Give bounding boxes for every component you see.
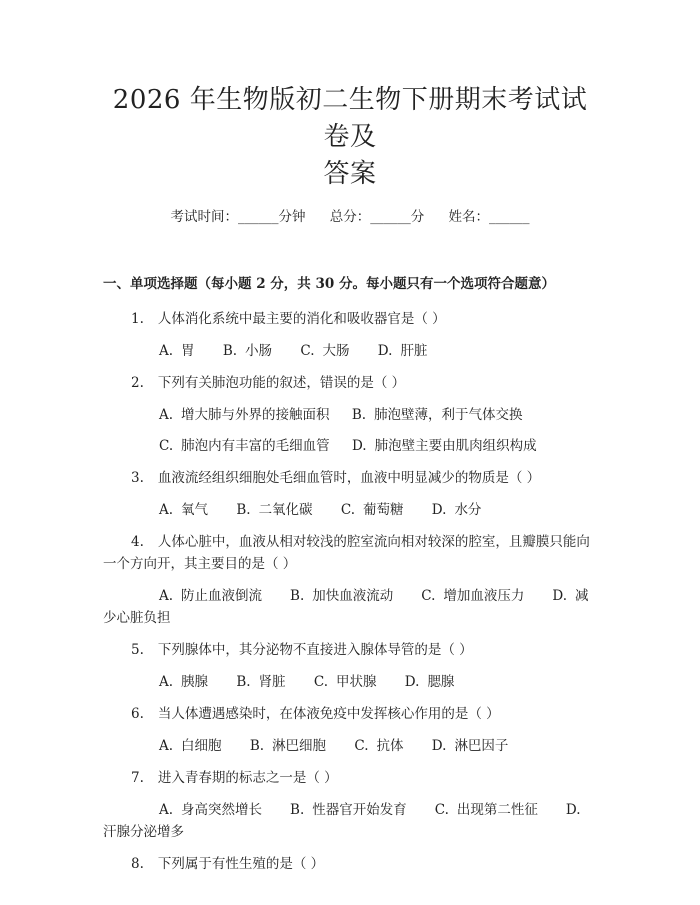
question-number: 1. (131, 311, 144, 327)
option-a: A. 白细胞 (159, 738, 222, 754)
exam-meta (103, 207, 597, 227)
option-c: C. 甲状腺 (313, 674, 377, 690)
student-name-field: 姓名：______ (448, 209, 530, 225)
option-b: B. 淋巴细胞 (249, 738, 327, 754)
option-d: D. 减少心脏负担 (103, 588, 589, 626)
option-c: C. 葡萄糖 (340, 502, 404, 518)
question-options (103, 799, 597, 843)
question-number: 3. (131, 470, 144, 486)
question-stem: 下列腺体中，其分泌物不直接进入腺体导管的是（ ） (157, 642, 473, 658)
question-6 (103, 703, 597, 757)
question-3 (103, 467, 597, 521)
question-4 (103, 531, 597, 629)
option-a: A. 身高突然增长 (159, 802, 263, 818)
question-options (103, 585, 597, 629)
option-b: B. 性器官开始发育 (290, 802, 407, 818)
option-d: D. 水分 (431, 502, 482, 518)
question-number: 4. (131, 534, 144, 550)
question-options (103, 735, 597, 757)
section-heading-single-choice: 一、单项选择题（每小题 2 分，共 30 分。每小题只有一个选项符合题意） (103, 276, 555, 292)
option-d: D. 淋巴因子 (431, 738, 509, 754)
option-a: A. 胃 (159, 343, 195, 359)
document-title (103, 0, 597, 193)
title-line-1: 2026 年生物版初二生物下册期末考试试卷及 (112, 85, 588, 152)
exam-time-field: 考试时间：______分钟 (170, 209, 306, 225)
option-a: A. 增大肺与外界的接触面积 (159, 407, 330, 423)
question-stem: 下列有关肺泡功能的叙述，错误的是（ ） (157, 375, 406, 391)
option-d: D. 肺泡壁主要由肌肉组织构成 (351, 438, 537, 454)
question-stem: 血液流经组织细胞处毛细血管时，血液中明显减少的物质是（ ） (157, 470, 541, 486)
question-2 (103, 372, 597, 457)
question-stem: 下列属于有性生殖的是（ ） (157, 856, 325, 872)
total-score-field: 总分：______分 (329, 209, 425, 225)
question-stem: 当人体遭遇感染时，在体液免疫中发挥核心作用的是（ ） (157, 706, 500, 722)
question-options (103, 671, 597, 693)
question-number: 8. (131, 856, 144, 872)
option-a: A. 防止血液倒流 (159, 588, 263, 604)
option-b: B. 肺泡壁薄，利于气体交换 (351, 407, 523, 423)
question-8 (103, 853, 597, 875)
question-options (103, 340, 597, 362)
question-stem: 进入青春期的标志之一是（ ） (157, 770, 338, 786)
question-7 (103, 767, 597, 843)
option-d: D. 腮腺 (404, 674, 455, 690)
option-b: B. 加快血液流动 (290, 588, 394, 604)
question-options-row-1 (103, 404, 597, 426)
option-a: A. 胰腺 (159, 674, 209, 690)
option-d: D.汗腺分泌增多 (103, 802, 581, 840)
option-c: C. 抗体 (354, 738, 404, 754)
question-stem: 人体心脏中，血液从相对较浅的腔室流向相对较深的腔室，且瓣膜只能向一个方向开，其主要目的是（ ） (103, 534, 590, 572)
option-c: C. 肺泡内有丰富的毛细血管 (159, 438, 330, 454)
option-c: C. 出现第二性征 (434, 802, 538, 818)
title-line-2: 答案 (323, 159, 377, 189)
option-c: C. 大肠 (300, 343, 350, 359)
question-options (103, 499, 597, 521)
question-options-row-2 (103, 435, 597, 457)
option-b: B. 二氧化碳 (236, 502, 313, 518)
option-c: C. 增加血液压力 (421, 588, 525, 604)
question-number: 6. (131, 706, 144, 722)
option-b: B. 肾脏 (236, 674, 286, 690)
question-1 (103, 308, 597, 362)
option-d: D. 肝脏 (377, 343, 428, 359)
question-number: 7. (131, 770, 144, 786)
question-number: 5. (131, 642, 144, 658)
option-a: A. 氧气 (159, 502, 209, 518)
option-b: B. 小肠 (222, 343, 273, 359)
question-number: 2. (131, 375, 144, 391)
question-stem: 人体消化系统中最主要的消化和吸收器官是（ ） (157, 311, 446, 327)
question-5 (103, 639, 597, 693)
